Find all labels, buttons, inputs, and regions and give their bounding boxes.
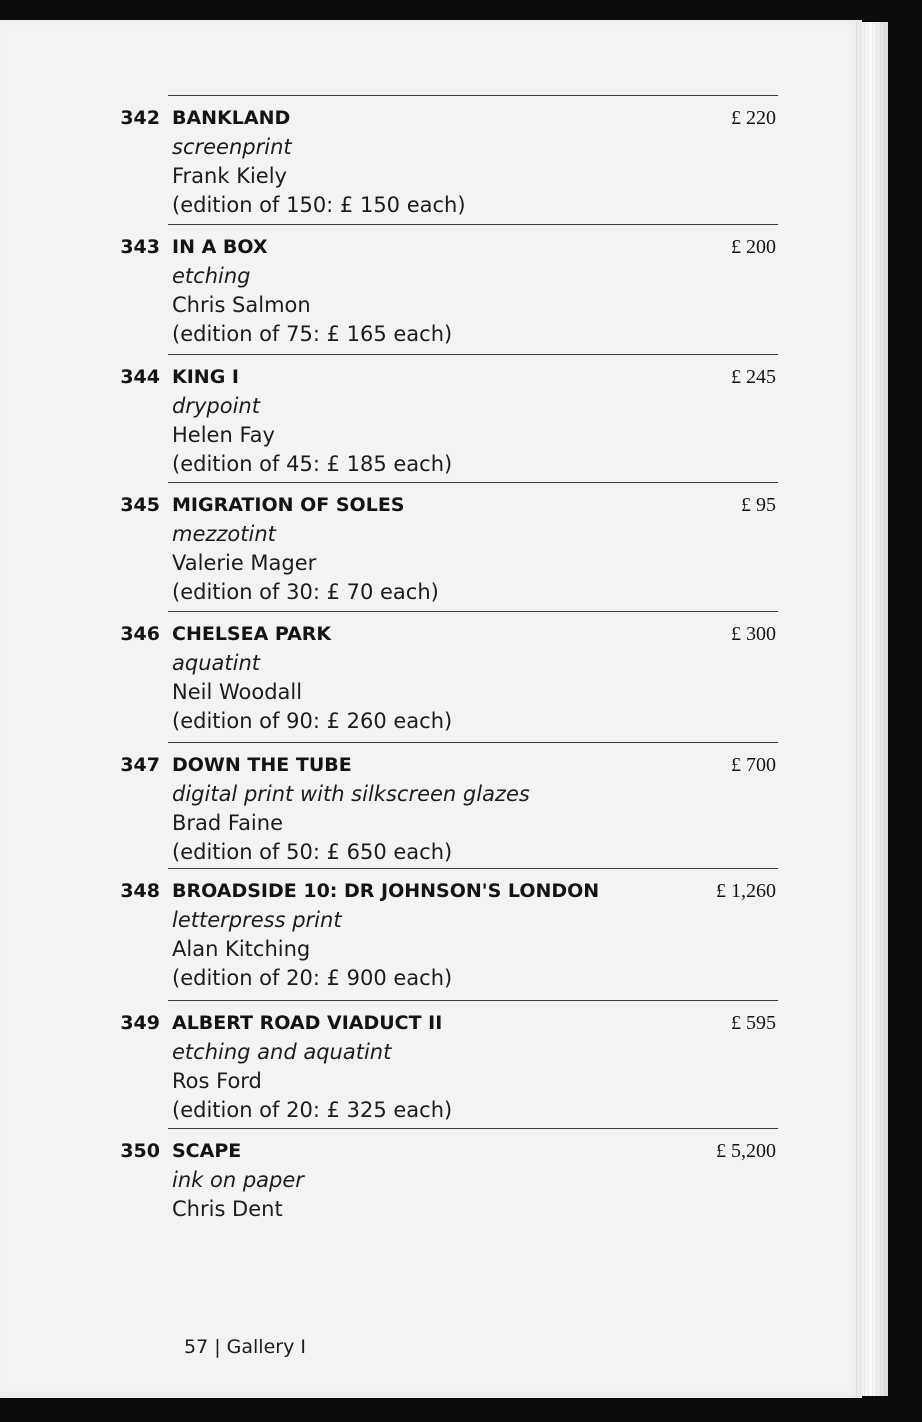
artwork-title: IN A BOX xyxy=(172,236,268,258)
entry-divider xyxy=(168,1000,778,1001)
artist-name: Frank Kiely xyxy=(172,164,287,188)
artwork-title: KING I xyxy=(172,366,239,388)
artwork-price: £ 300 xyxy=(731,623,776,645)
catalogue-page xyxy=(0,20,862,1398)
lot-number: 342 xyxy=(120,107,160,129)
entry-divider xyxy=(168,354,778,355)
entry-divider xyxy=(168,611,778,612)
artwork-price: £ 200 xyxy=(731,236,776,258)
edition-info: (edition of 30: £ 70 each) xyxy=(172,580,439,604)
lot-number: 346 xyxy=(120,623,160,645)
entry-divider xyxy=(168,742,778,743)
artwork-title: ALBERT ROAD VIADUCT II xyxy=(172,1012,443,1034)
artwork-medium: ink on paper xyxy=(172,1168,304,1192)
lot-number: 345 xyxy=(120,494,160,516)
page-footer: 57 | Gallery I xyxy=(184,1336,306,1358)
artist-name: Brad Faine xyxy=(172,811,283,835)
edition-info: (edition of 75: £ 165 each) xyxy=(172,322,453,346)
lot-number: 350 xyxy=(120,1140,160,1162)
artist-name: Ros Ford xyxy=(172,1069,262,1093)
artwork-price: £ 595 xyxy=(731,1012,776,1034)
artist-name: Chris Salmon xyxy=(172,293,311,317)
artist-name: Helen Fay xyxy=(172,423,275,447)
artwork-title: DOWN THE TUBE xyxy=(172,754,352,776)
artwork-price: £ 95 xyxy=(741,494,776,516)
lot-number: 347 xyxy=(120,754,160,776)
entry-divider xyxy=(168,95,778,96)
artist-name: Valerie Mager xyxy=(172,551,317,575)
artwork-price: £ 700 xyxy=(731,754,776,776)
lot-number: 344 xyxy=(120,366,160,388)
artwork-medium: drypoint xyxy=(172,394,260,418)
book-page-edge xyxy=(856,22,888,1396)
artwork-medium: aquatint xyxy=(172,651,260,675)
lot-number: 348 xyxy=(120,880,160,902)
artwork-title: CHELSEA PARK xyxy=(172,623,332,645)
lot-number: 349 xyxy=(120,1012,160,1034)
artwork-price: £ 5,200 xyxy=(716,1140,776,1162)
artist-name: Chris Dent xyxy=(172,1197,283,1221)
artwork-title: BANKLAND xyxy=(172,107,291,129)
artwork-medium: screenprint xyxy=(172,135,292,159)
artwork-title: MIGRATION OF SOLES xyxy=(172,494,405,516)
artwork-title: SCAPE xyxy=(172,1140,242,1162)
artist-name: Alan Kitching xyxy=(172,937,311,961)
entry-divider xyxy=(168,1128,778,1129)
artwork-medium: letterpress print xyxy=(172,908,342,932)
artwork-price: £ 1,260 xyxy=(716,880,776,902)
artwork-medium: mezzotint xyxy=(172,522,276,546)
artwork-price: £ 245 xyxy=(731,366,776,388)
artwork-price: £ 220 xyxy=(731,107,776,129)
artwork-medium: etching xyxy=(172,264,251,288)
edition-info: (edition of 90: £ 260 each) xyxy=(172,709,453,733)
artist-name: Neil Woodall xyxy=(172,680,303,704)
edition-info: (edition of 50: £ 650 each) xyxy=(172,840,453,864)
edition-info: (edition of 45: £ 185 each) xyxy=(172,452,453,476)
edition-info: (edition of 150: £ 150 each) xyxy=(172,193,466,217)
entry-divider xyxy=(168,868,778,869)
entry-divider xyxy=(168,482,778,483)
entry-divider xyxy=(168,224,778,225)
artwork-medium: digital print with silkscreen glazes xyxy=(172,782,530,806)
edition-info: (edition of 20: £ 900 each) xyxy=(172,966,453,990)
lot-number: 343 xyxy=(120,236,160,258)
edition-info: (edition of 20: £ 325 each) xyxy=(172,1098,453,1122)
artwork-title: BROADSIDE 10: DR JOHNSON'S LONDON xyxy=(172,880,600,902)
artwork-medium: etching and aquatint xyxy=(172,1040,392,1064)
